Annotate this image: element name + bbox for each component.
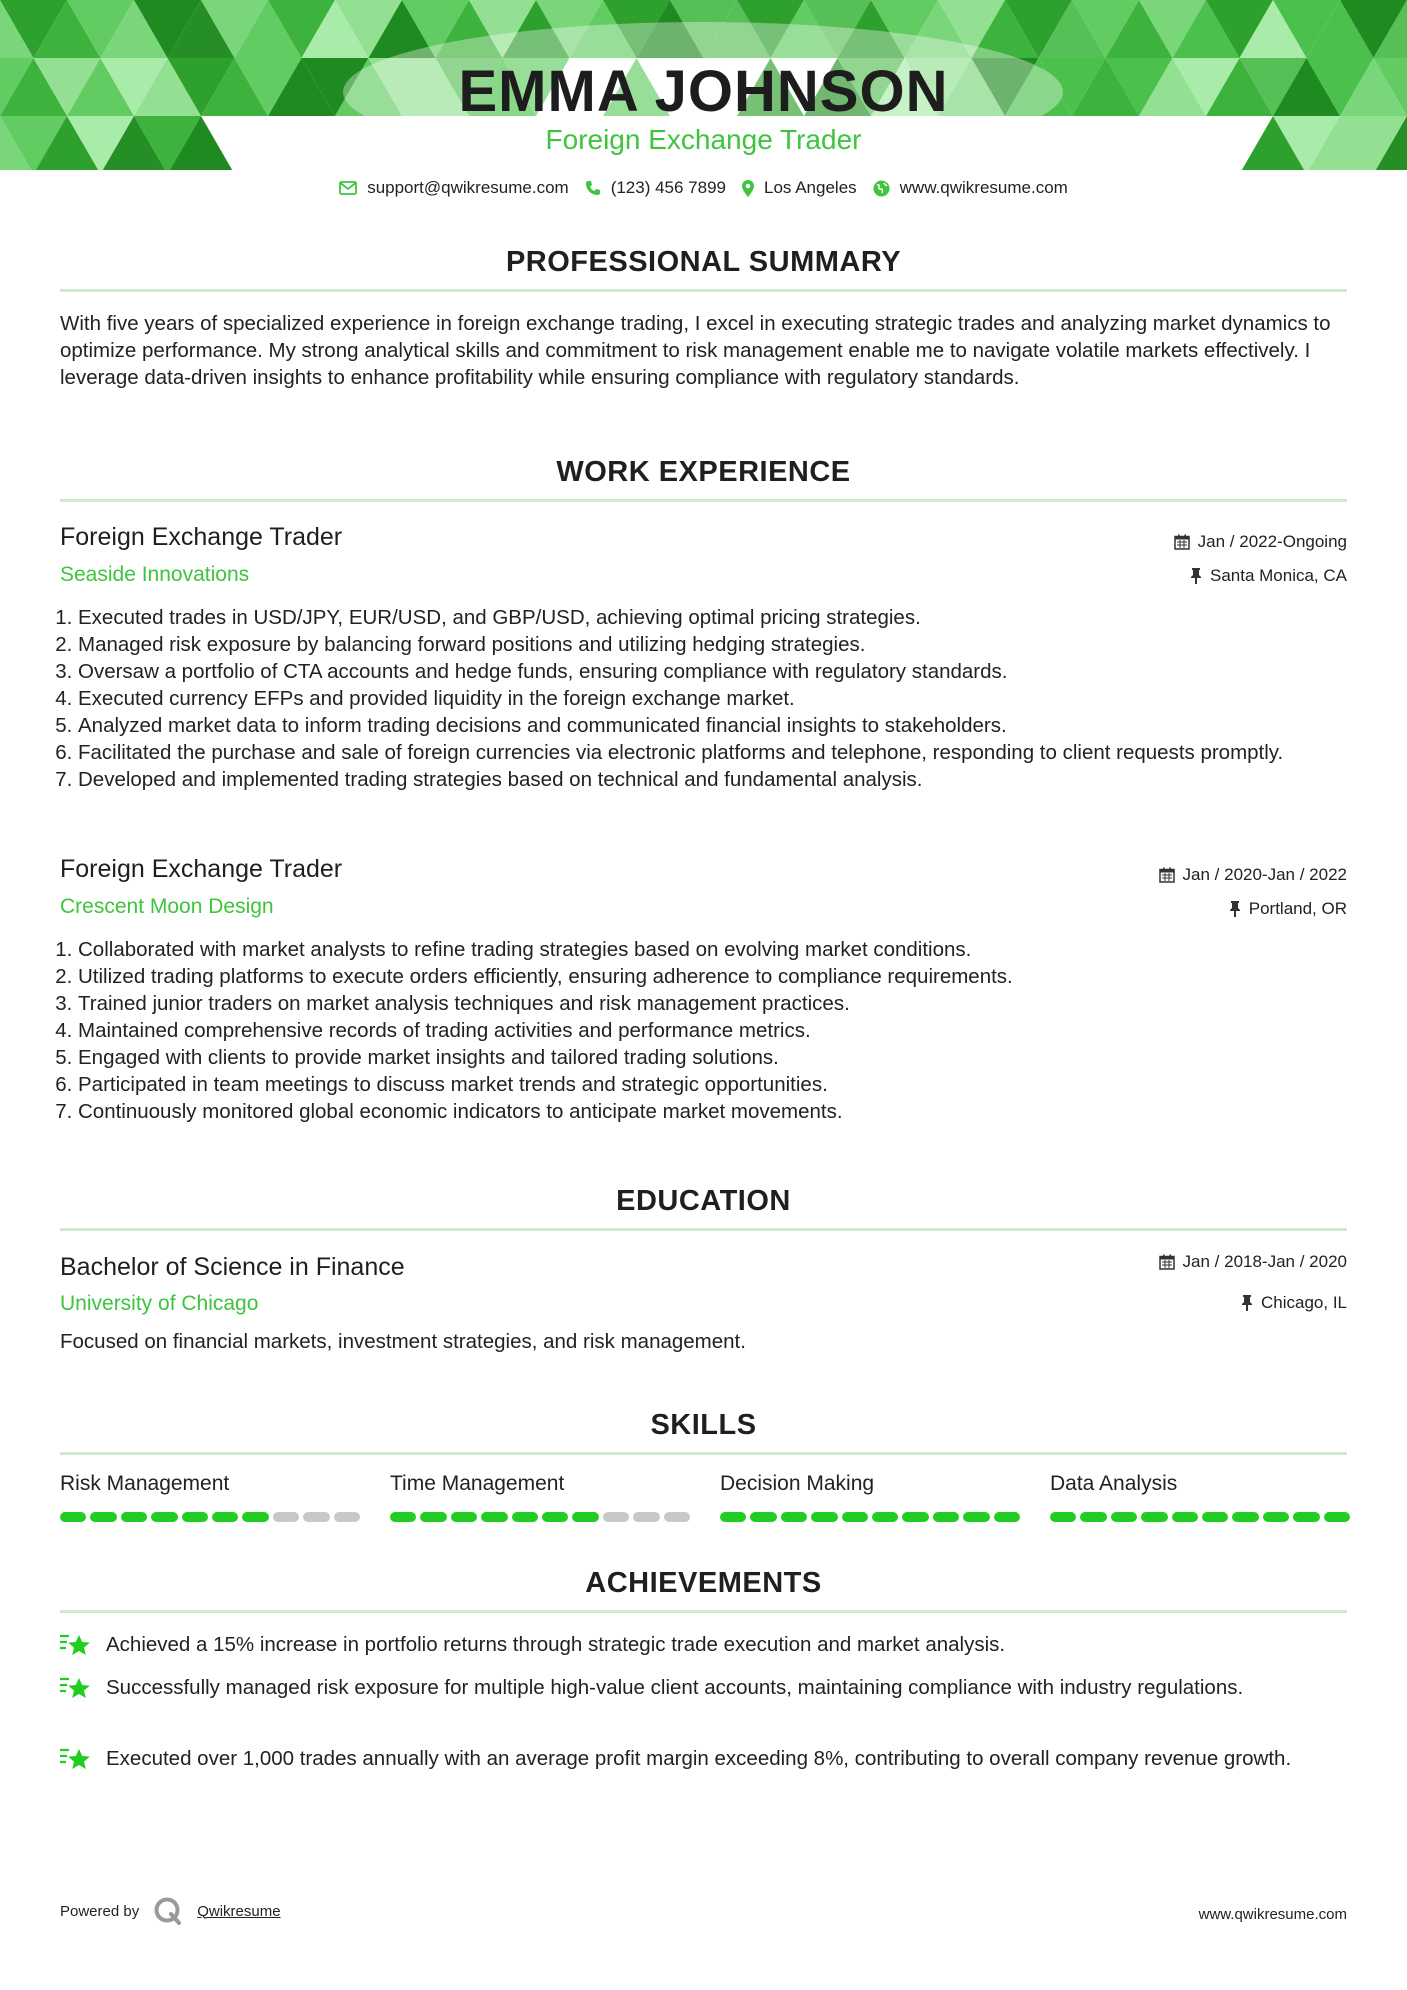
skill-name: Data Analysis	[1050, 1472, 1178, 1495]
map-pin-icon	[742, 180, 754, 197]
skill-segment	[664, 1512, 690, 1522]
skill-segment	[1172, 1512, 1198, 1522]
education-description: Focused on financial markets, investment strategies, and risk management.	[60, 1330, 746, 1353]
job-location	[1229, 899, 1347, 919]
achievement-item	[60, 1631, 1350, 1659]
star-list-icon	[60, 1631, 94, 1659]
skill-segment	[811, 1512, 837, 1522]
job-dates-text: Jan / 2022-Ongoing	[1197, 532, 1347, 551]
skill-segment	[1263, 1512, 1289, 1522]
list-item: 1. Collaborated with market analysts to refine trading strategies based on evolving market conditions.	[78, 936, 1375, 963]
skill-segment	[720, 1512, 746, 1522]
list-item: 4. Maintained comprehensive records of trading activities and performance metrics.	[78, 1017, 1375, 1044]
skill-segment	[512, 1512, 538, 1522]
skill-segment	[872, 1512, 898, 1522]
location-text: Los Angeles	[764, 178, 857, 197]
job-location-text: Portland, OR	[1248, 899, 1347, 918]
skill-segment	[90, 1512, 116, 1522]
skill-segment	[994, 1512, 1020, 1522]
skill-name: Decision Making	[720, 1472, 875, 1495]
experience-heading: WORK EXPERIENCE	[556, 456, 851, 488]
education-divider	[60, 1228, 1347, 1231]
company-name: Seaside Innovations	[60, 563, 250, 586]
skill-segment	[182, 1512, 208, 1522]
skill-segment	[603, 1512, 629, 1522]
education-heading: EDUCATION	[616, 1185, 791, 1217]
globe-icon	[873, 180, 890, 197]
skill-segment	[1232, 1512, 1258, 1522]
list-item: 7. Developed and implemented trading strategies based on technical and fundamental analysis.	[78, 766, 1375, 793]
skill-level-bar	[60, 1512, 360, 1522]
skill-segment	[842, 1512, 868, 1522]
footer-website[interactable]: www.qwikresume.com	[1198, 1906, 1347, 1923]
skill-segment	[390, 1512, 416, 1522]
skill-segment	[750, 1512, 776, 1522]
candidate-title: Foreign Exchange Trader	[545, 124, 862, 155]
skill-segment	[902, 1512, 928, 1522]
list-item: 5. Analyzed market data to inform trading decisions and communicated financial insights to stakeholders.	[78, 712, 1375, 739]
education-location	[1241, 1293, 1347, 1313]
achievement-text: Achieved a 15% increase in portfolio returns through strategic trade execution and market analysis.	[106, 1633, 1006, 1656]
skill-segment	[1202, 1512, 1228, 1522]
skill-segment	[963, 1512, 989, 1522]
skill-segment	[1111, 1512, 1137, 1522]
skill-segment	[273, 1512, 299, 1522]
phone-text: (123) 456 7899	[610, 178, 727, 197]
skills-heading: SKILLS	[650, 1409, 757, 1441]
skill-segment	[334, 1512, 360, 1522]
list-item: 7. Continuously monitored global economic indicators to anticipate market movements.	[78, 1098, 1375, 1125]
contact-email[interactable]	[339, 178, 569, 198]
degree-title: Bachelor of Science in Finance	[60, 1253, 405, 1281]
list-item: 3. Trained junior traders on market analysis techniques and risk management practices.	[78, 990, 1375, 1017]
achievement-item	[60, 1674, 1350, 1702]
skill-segment	[1293, 1512, 1319, 1522]
star-list-icon	[60, 1745, 94, 1773]
job-location	[1190, 566, 1347, 586]
pin-icon	[1190, 568, 1202, 584]
list-item: 2. Utilized trading platforms to execute orders efficiently, ensuring adherence to compliance requirements.	[78, 963, 1375, 990]
education-dates-text: Jan / 2018-Jan / 2020	[1182, 1252, 1347, 1271]
job-dates	[1159, 865, 1347, 885]
contact-location	[742, 178, 857, 198]
education-location-text: Chicago, IL	[1261, 1293, 1347, 1312]
pin-icon	[1229, 901, 1241, 917]
achievement-text: Successfully managed risk exposure for multiple high-value client accounts, maintaining compliance with industry regulations.	[106, 1676, 1244, 1699]
skill-segment	[1050, 1512, 1076, 1522]
summary-divider	[60, 289, 1347, 292]
skill-level-bar	[390, 1512, 690, 1522]
calendar-icon	[1159, 867, 1175, 883]
skill-name: Time Management	[390, 1472, 565, 1495]
job-location-text: Santa Monica, CA	[1209, 566, 1347, 585]
skill-item	[60, 1472, 360, 1522]
summary-heading: PROFESSIONAL SUMMARY	[505, 246, 902, 278]
list-item: 4. Executed currency EFPs and provided liquidity in the foreign exchange market.	[78, 685, 1375, 712]
website-text: www.qwikresume.com	[899, 178, 1068, 197]
education-dates	[1159, 1252, 1347, 1272]
powered-by-label: Powered by	[60, 1902, 140, 1920]
contact-phone[interactable]	[585, 178, 726, 198]
skill-segment	[303, 1512, 329, 1522]
phone-icon	[585, 180, 601, 196]
list-item: 6. Participated in team meetings to discuss market trends and strategic opportunities.	[78, 1071, 1375, 1098]
achievements-divider	[60, 1610, 1347, 1613]
star-list-icon	[60, 1674, 94, 1702]
school-name: University of Chicago	[60, 1292, 259, 1315]
skill-segment	[1141, 1512, 1167, 1522]
skill-item	[1050, 1472, 1350, 1522]
skills-divider	[60, 1452, 1347, 1455]
list-item: 3. Oversaw a portfolio of CTA accounts and hedge funds, ensuring compliance with regulatory standards.	[78, 658, 1375, 685]
skill-segment	[212, 1512, 238, 1522]
list-item: 1. Executed trades in USD/JPY, EUR/USD, and GBP/USD, achieving optimal pricing strategies.	[78, 604, 1375, 631]
contact-bar	[0, 178, 1407, 198]
skill-segment	[1324, 1512, 1350, 1522]
skill-level-bar	[720, 1512, 1020, 1522]
contact-website[interactable]	[873, 178, 1068, 198]
skill-segment	[1080, 1512, 1106, 1522]
skill-name: Risk Management	[60, 1472, 230, 1495]
skill-segment	[572, 1512, 598, 1522]
list-item: 6. Facilitated the purchase and sale of foreign currencies via electronic platforms and telephone, responding to client requests promptly.	[78, 739, 1375, 766]
skill-segment	[451, 1512, 477, 1522]
achievement-text: Executed over 1,000 trades annually with an average profit margin exceeding 8%, contributing to overall company revenue growth.	[106, 1747, 1292, 1770]
skill-level-bar	[1050, 1512, 1350, 1522]
skill-segment	[151, 1512, 177, 1522]
job-dates	[1174, 532, 1347, 552]
email-text: support@qwikresume.com	[367, 178, 569, 197]
skill-segment	[420, 1512, 446, 1522]
pin-icon	[1241, 1295, 1253, 1311]
summary-text: With five years of specialized experience in foreign exchange trading, I excel in executing strategic trades and analyzing market dynamics to optimize performance. My strong analytical skills and commitment to risk management enable me to navigate volatile markets effectively. I leverage data-driven insights to enhance profitability while ensuring compliance with regulatory standards.	[60, 312, 1331, 389]
skill-item	[720, 1472, 1020, 1522]
job-title: Foreign Exchange Trader	[60, 523, 343, 551]
achievements-heading: ACHIEVEMENTS	[585, 1567, 822, 1599]
skill-segment	[633, 1512, 659, 1522]
list-item: 2. Managed risk exposure by balancing forward positions and utilizing hedging strategies.	[78, 631, 1375, 658]
calendar-icon	[1159, 1254, 1175, 1270]
skill-segment	[933, 1512, 959, 1522]
qwikresume-link[interactable]: Qwikresume	[197, 1902, 281, 1920]
skill-segment	[60, 1512, 86, 1522]
email-icon	[339, 181, 357, 195]
skill-segment	[242, 1512, 268, 1522]
job-bullets	[50, 936, 1375, 1125]
experience-divider	[60, 499, 1347, 502]
qwikresume-logo-icon	[153, 1896, 183, 1926]
achievement-item	[60, 1745, 1350, 1773]
skill-segment	[542, 1512, 568, 1522]
candidate-name: EMMA JOHNSON	[458, 59, 949, 124]
company-name: Crescent Moon Design	[60, 895, 274, 918]
job-title: Foreign Exchange Trader	[60, 855, 343, 883]
skill-item	[390, 1472, 690, 1522]
job-bullets	[50, 604, 1375, 793]
skill-segment	[121, 1512, 147, 1522]
footer-powered-by	[60, 1896, 281, 1926]
job-dates-text: Jan / 2020-Jan / 2022	[1182, 865, 1347, 884]
skill-segment	[781, 1512, 807, 1522]
skill-segment	[481, 1512, 507, 1522]
calendar-icon	[1174, 534, 1190, 550]
skills-list	[60, 1472, 1347, 1522]
list-item: 5. Engaged with clients to provide market insights and tailored trading solutions.	[78, 1044, 1375, 1071]
